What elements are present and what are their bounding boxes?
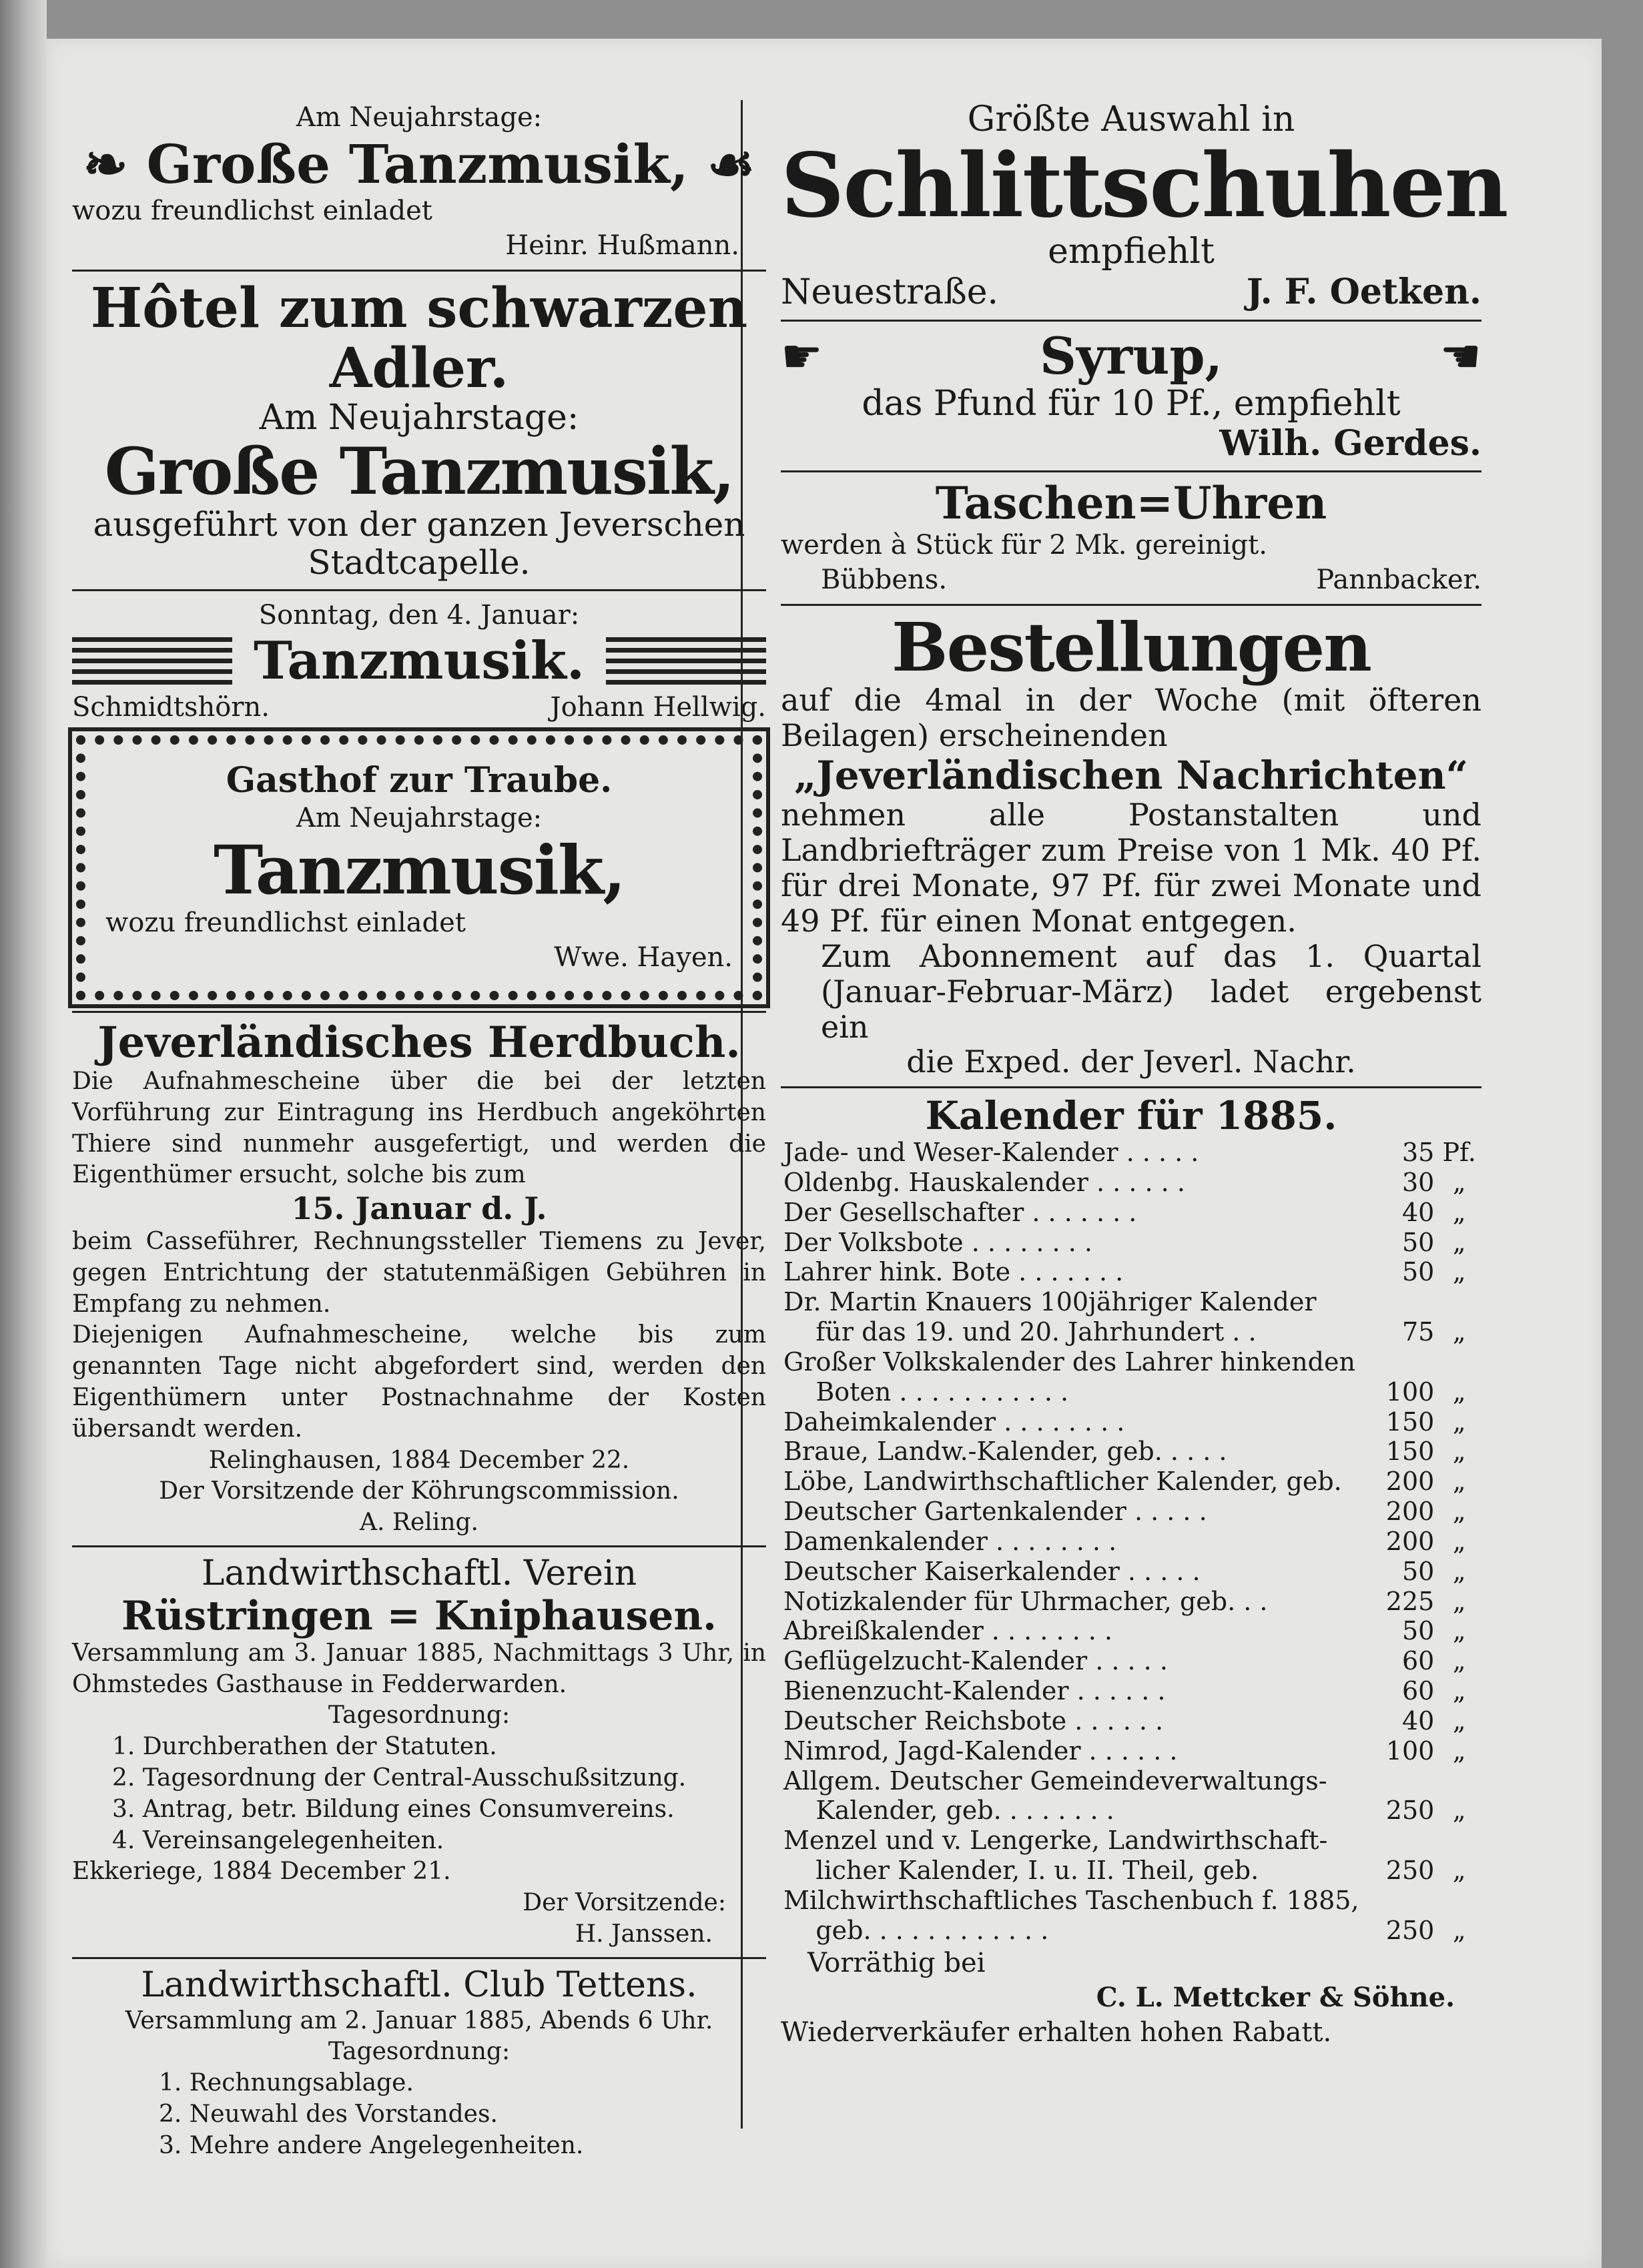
ad-signer: H. Janssen. [575,1920,713,1948]
calendar-title: Deutscher Gartenkalender . . . . . [783,1497,1207,1527]
calendar-unit: „ [1452,1586,1466,1616]
table-row [781,1497,1482,1527]
ad-title: Tanzmusik. [253,630,585,691]
ad-title: Große Tanzmusik, [104,434,734,510]
ad-place: Schmidtshörn. [72,691,270,723]
ad-address: Neuestraße. [781,272,999,313]
ad-text: empfiehlt [1048,232,1215,272]
table-row [781,1228,1482,1258]
table-row [781,1916,1482,1946]
table-row [781,1646,1482,1676]
calendar-title: Geflügelzucht-Kalender . . . . . [783,1646,1168,1676]
calendar-title: Nimrod, Jagd-Kalender . . . . . . [783,1736,1178,1766]
calendar-price: 200 [1385,1497,1435,1527]
rule-ornament [72,637,232,685]
calendar-price: 250 [1385,1796,1435,1826]
calendar-price: 35 [1401,1138,1435,1168]
calendar-title: Deutscher Kaiserkalender . . . . . [783,1556,1201,1586]
table-row [781,1616,1482,1646]
ad-herdbuch [72,1017,766,1539]
calendar-price: 225 [1385,1586,1435,1616]
ad-signer: die Exped. der Jeverl. Nachr. [906,1044,1356,1080]
calendar-unit: „ [1452,1915,1466,1945]
calendar-title: licher Kalender, I. u. II. Theil, geb. [783,1856,1259,1886]
calendar-price: 75 [1401,1317,1435,1347]
calendar-unit: „ [1452,1197,1466,1227]
calendar-price: 150 [1385,1407,1435,1437]
ad-paragraph: auf die 4mal in der Woche (mit öfteren Beilagen) erscheinenden [781,681,1482,753]
calendar-unit [1437,1347,1482,1377]
calendar-unit: Pf. [1442,1138,1476,1168]
ad-hellwig [72,598,766,725]
table-row [781,1557,1482,1587]
calendar-price: 250 [1385,1856,1435,1886]
calendar-unit: „ [1452,1467,1466,1497]
calendar-title: Daheimkalender . . . . . . . . [783,1407,1125,1437]
inn-name: Gasthof zur Traube. [226,759,613,801]
table-row [781,1587,1482,1617]
divider [72,270,766,272]
ad-title: ❧ Große Tanzmusik, ☙ [83,133,755,196]
table-row [781,1138,1482,1168]
calendar-title: Der Gesellschafter . . . . . . . [783,1197,1137,1227]
ad-place: Ekkeriege, 1884 December 21. [72,1858,451,1886]
ad-signer: J. F. Oetken. [1246,272,1482,313]
divider [781,1086,1482,1088]
calendar-price: 50 [1401,1556,1435,1586]
ad-hussmann [72,100,766,263]
ad-paragraph: Diejenigen Aufnahmescheine, welche bis zum genannten Tage nicht abgefordert sind, werden den Eigenthümern unter Postnachnahme der Kosten übersandt werden. [72,1321,766,1443]
divider [781,604,1482,606]
calendar-price: 150 [1385,1437,1435,1467]
table-row [781,1198,1482,1228]
calendar-title: Der Volksbote . . . . . . . . [783,1227,1092,1257]
divider [781,320,1482,322]
table-row [781,1886,1482,1916]
divider [72,1957,766,1959]
left-column [72,100,766,2162]
divider [72,1011,766,1013]
calendar-unit: „ [1452,1856,1466,1886]
calendar-unit [1437,1826,1482,1856]
calendar-title: Großer Volkskalender des Lahrer hinkenden [783,1347,1355,1377]
calendar-title: Allgem. Deutscher Gemeindeverwaltungs- [783,1766,1327,1796]
table-row [781,1407,1482,1437]
calendar-title: Kalender, geb. . . . . . . . [783,1796,1114,1826]
ad-invite: wozu freundlichst einladet [105,907,466,938]
calendar-title: Damenkalender . . . . . . . . [783,1526,1117,1556]
ad-text: ausgeführt von der ganzen Jeverschen Stadtcapelle. [93,504,745,583]
list-item: 2. Tagesordnung der Central-Ausschußsitzung. [112,1764,687,1792]
ad-text: werden à Stück für 2 Mk. gereinigt. [781,529,1267,560]
calendar-unit: „ [1452,1646,1466,1676]
calendar-title: Jade- und Weser-Kalender . . . . . [783,1138,1199,1168]
calendar-price: 200 [1385,1467,1435,1497]
calendar-price [1362,1766,1437,1796]
table-row [781,1796,1482,1826]
calendar-title: Bienenzucht-Kalender . . . . . . [783,1676,1166,1706]
ad-role: Der Vorsitzende der Köhrungscommission. [159,1477,679,1505]
table-row [781,1467,1482,1497]
calendar-title: Milchwirthschaftliches Taschenbuch f. 1885, [783,1885,1359,1915]
table-row [781,1826,1482,1856]
calendar-price: 50 [1401,1257,1435,1287]
ad-tettens [72,1966,766,2162]
calendar-unit: „ [1452,1437,1466,1467]
ad-signer: A. Reling. [360,1509,478,1537]
calendar-price: 100 [1385,1377,1435,1407]
ad-title: Syrup, [1040,326,1223,386]
ad-intro: Größte Auswahl in [967,99,1295,139]
calendar-price: 60 [1401,1646,1435,1676]
calendar-title: Menzel und v. Lengerke, Landwirthschaft- [783,1826,1328,1856]
ornament-icon: ☙ [688,133,755,196]
calendar-title: Braue, Landw.-Kalender, geb. . . . . [783,1437,1227,1467]
calendar-price: 40 [1401,1706,1435,1736]
calendar-price [1362,1287,1437,1317]
ad-title: Tanzmusik, [213,830,625,909]
right-column [781,99,1508,2050]
calendar-unit: „ [1452,1377,1466,1407]
calendar-unit: „ [1452,1257,1466,1287]
calendar-unit: „ [1452,1736,1466,1766]
table-row [781,1766,1482,1796]
calendar-price: 100 [1385,1736,1435,1766]
agenda-list [72,1732,766,1856]
calendar-unit: „ [1452,1706,1466,1736]
calendar-price: 50 [1401,1227,1435,1257]
calendar-unit: „ [1452,1616,1466,1646]
table-row [781,1706,1482,1736]
calendar-title: für das 19. und 20. Jahrhundert . . [783,1317,1257,1347]
calendar-unit: „ [1452,1407,1466,1437]
ad-traube-frame [76,735,762,1000]
ad-text: das Pfund für 10 Pf., empfiehlt [862,383,1401,424]
calendar-title: Deutscher Reichsbote . . . . . . [783,1706,1164,1736]
list-item: 1. Rechnungsablage. [159,2069,414,2097]
list-item: 4. Vereinsangelegenheiten. [112,1826,444,1854]
calendar-title: Notizkalender für Uhrmacher, geb. . . [783,1586,1268,1616]
ornament-icon: ❧ [83,133,147,196]
calendar-unit [1437,1766,1482,1796]
list-item: 1. Durchberathen der Statuten. [112,1733,497,1761]
calendar-unit: „ [1452,1556,1466,1586]
ad-title: Jeverländisches Herdbuch. [97,1017,741,1068]
ad-signer: Wilh. Gerdes. [1219,423,1482,464]
ad-signer: Johann Hellwig. [550,691,766,723]
calendar-title: Oldenbg. Hauskalender . . . . . . [783,1167,1185,1197]
table-row [781,1527,1482,1557]
ad-title: Kalender für 1885. [925,1093,1337,1139]
ad-paragraph: Zum Abonnement auf das 1. Quartal (Januar-Februar-März) ladet ergebenst ein [821,937,1482,1045]
ad-invite: wozu freundlichst einladet [72,196,432,226]
calendar-title: Löbe, Landwirthschaftlicher Kalender, geb. [783,1467,1342,1497]
table-row [781,1287,1482,1317]
calendar-title: geb. . . . . . . . . . . . [783,1915,1049,1945]
ad-day: Am Neujahrstage: [296,802,543,833]
table-row [781,1377,1482,1407]
table-row [781,1317,1482,1347]
table-row [781,1856,1482,1886]
calendar-price [1362,1826,1437,1856]
ad-signer: Wwe. Hayen. [554,941,733,973]
table-row [781,1676,1482,1706]
calendar-unit: „ [1452,1796,1466,1826]
calendar-price [1362,1886,1437,1916]
ad-oetken [781,99,1508,313]
ad-title: Rüstringen = Kniphausen. [121,1592,717,1639]
list-item: 3. Antrag, betr. Bildung eines Consumvereins. [112,1795,675,1823]
ad-place: Bübbens. [821,564,948,595]
ad-date: Sonntag, den 4. Januar: [258,599,580,631]
ad-paragraph: beim Casseführer, Rechnungssteller Tiemens zu Jever, gegen Entrichtung der statutenmäßigen Gebühren in Empfang zu nehmen. [72,1228,766,1318]
ad-signer: C. L. Mettcker & Söhne. [1096,1981,1455,2013]
calendar-title: Dr. Martin Knauers 100jähriger Kalender [783,1287,1317,1317]
ad-text: Vorräthig bei [807,1947,986,1978]
ad-title: Taschen=Uhren [935,477,1327,530]
calendar-price: 60 [1401,1676,1435,1706]
ad-title: Schlittschuhen [781,133,1508,238]
ad-bestellungen [781,607,1482,1080]
calendar-price: 250 [1385,1915,1435,1945]
ad-signer: Heinr. Hußmann. [505,230,739,261]
rule-ornament [606,637,766,685]
calendar-price: 40 [1401,1197,1435,1227]
table-row [781,1347,1482,1377]
calendar-unit: „ [1452,1227,1466,1257]
ad-kalender [781,1095,1482,2049]
ad-title: Landwirthschaftl. Club Tettens. [141,1964,697,2005]
calendar-title: Lahrer hink. Bote . . . . . . . [783,1257,1124,1287]
ad-paragraph: Die Aufnahmescheine über die bei der letzten Vorführung zur Eintragung ins Herdbuch angeköhrten Thiere sind nunmehr ausgefertigt, und werden die Eigenthümer ersucht, solche bis zum [72,1067,766,1189]
divider [781,470,1482,472]
calendar-unit [1437,1287,1482,1317]
calendar-unit [1437,1886,1482,1916]
list-item: 3. Mehre andere Angelegenheiten. [159,2131,584,2159]
calendar-price: 50 [1401,1616,1435,1646]
page-fold-shadow [0,0,47,2268]
calendar-unit: „ [1452,1167,1466,1197]
calendar-title: Abreißkalender . . . . . . . . [783,1616,1112,1646]
ad-title: Bestellungen [892,607,1371,687]
ad-text: Wiederverkäufer erhalten hohen Rabatt. [781,2016,1332,2048]
ad-paragraph: Versammlung am 3. Januar 1885, Nachmittags 3 Uhr, in Ohmstedes Gasthause in Fedderwarden. [72,1639,766,1698]
pointing-hand-left-icon: ☚ [1439,328,1482,384]
table-row [781,1736,1482,1766]
agenda-title: Tagesordnung: [328,2038,511,2066]
ad-day: Am Neujahrstage: [296,102,543,133]
calendar-title: Boten . . . . . . . . . . . [783,1377,1069,1407]
ad-paragraph: nehmen alle Postanstalten und Landbriefträger zum Preise von 1 Mk. 40 Pf. für drei Monate, 97 Pf. für zwei Monate und 49 Pf. für einen Monat entgegen. [781,797,1482,939]
table-row [781,1437,1482,1467]
agenda-list [72,2068,766,2161]
calendar-unit: „ [1452,1317,1466,1347]
calendar-unit: „ [1452,1526,1466,1556]
divider [72,589,766,591]
ad-adler [72,278,766,583]
hotel-name: Hôtel zum schwarzen Adler. [90,276,748,401]
ad-gerdes [781,328,1482,464]
divider [72,1545,766,1547]
ad-place: Relinghausen, 1884 December 22. [208,1446,630,1474]
calendar-price: 200 [1385,1526,1435,1556]
ad-signer: Pannbacker. [1316,564,1482,595]
newspaper-name: „Jeverländischen Nachrichten“ [793,752,1468,798]
calendar-unit: „ [1452,1676,1466,1706]
ad-ruestringen [72,1554,766,1950]
ad-day: Am Neujahrstage: [259,398,579,438]
calendar-unit: „ [1452,1497,1466,1527]
pointing-hand-right-icon: ☛ [781,328,823,384]
ad-date: 15. Januar d. J. [291,1190,547,1227]
table-row [781,1257,1482,1287]
calendar-price [1362,1347,1437,1377]
calendar-price: 30 [1401,1167,1435,1197]
ad-role: Der Vorsitzende: [523,1889,726,1917]
table-row [781,1168,1482,1198]
list-item: 2. Neuwahl des Vorstandes. [159,2100,498,2128]
calendar-price-list [781,1138,1482,1945]
ad-pannbacker [781,479,1482,597]
ad-paragraph: Versammlung am 2. Januar 1885, Abends 6 Uhr. [125,2006,713,2034]
org-name: Landwirthschaftl. Verein [201,1553,637,1593]
agenda-title: Tagesordnung: [328,1702,511,1730]
